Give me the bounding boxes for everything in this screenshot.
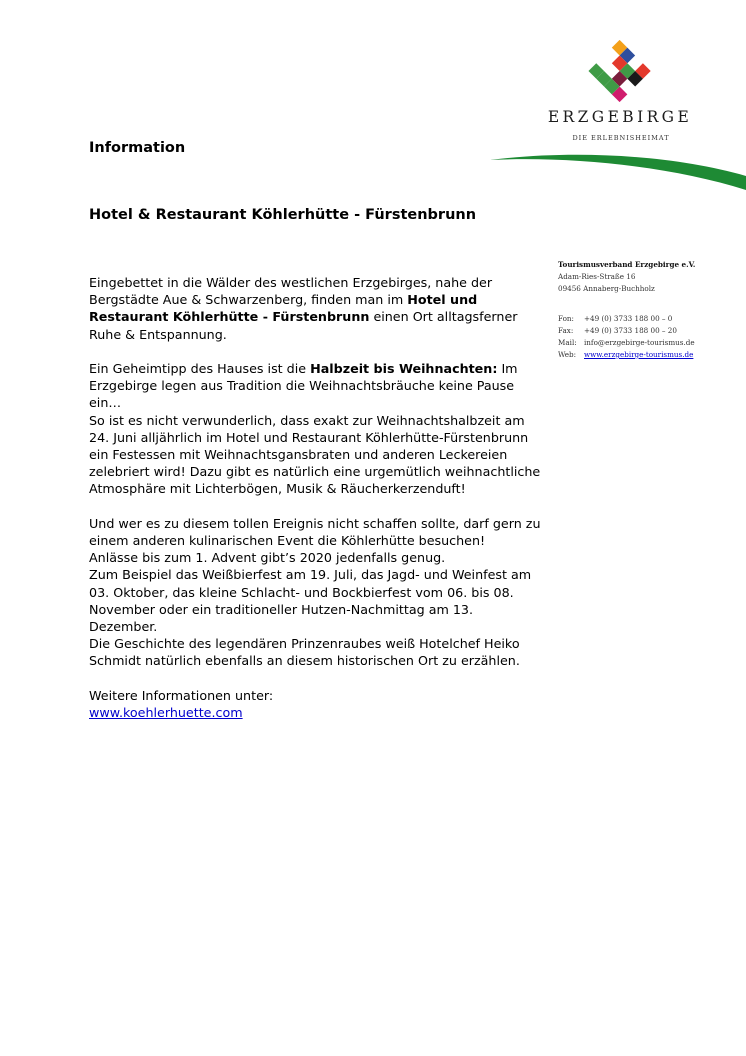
contact-mail: info@erzgebirge-tourismus.de bbox=[584, 338, 695, 347]
halbzeit-text-c: Im Erzgebirge legen aus Tradition die Weihnachtsbräuche keine Pause ein… bbox=[89, 361, 518, 411]
events-text-b: Anlässe bis zum 1. Advent gibt’s 2020 jedenfalls genug. bbox=[89, 550, 446, 566]
events-text-d: Die Geschichte des legendären Prinzenraubes weiß Hotelchef Heiko Schmidt natürlich ebenfalls an diesem historischen Ort zu erzählen. bbox=[89, 636, 520, 669]
contact-fax-label: Fax: bbox=[558, 326, 574, 335]
body-text bbox=[89, 274, 545, 721]
paragraph-halbzeit bbox=[89, 360, 545, 498]
contact-web-label: Web: bbox=[558, 350, 577, 359]
contact-mail-label: Mail: bbox=[558, 338, 577, 347]
logo-tagline: DIE ERLEBNISHEIMAT bbox=[572, 134, 670, 142]
halbzeit-highlight: Halbzeit bis Weihnachten: bbox=[310, 361, 498, 376]
contact-org: Tourismusverband Erzgebirge e.V. bbox=[558, 260, 696, 269]
contact-street: Adam-Ries-Straße 16 bbox=[558, 272, 636, 281]
paragraph-events bbox=[89, 515, 545, 670]
intro-hotel-name: Hotel und Restaurant Köhlerhütte - Fürstenbrunn bbox=[89, 292, 478, 325]
logo-wordmark: ERZGEBIRGE bbox=[547, 108, 693, 126]
document-title: Hotel & Restaurant Köhlerhütte - Fürstenbrunn bbox=[89, 207, 477, 223]
contact-web-row bbox=[558, 349, 743, 361]
more-info bbox=[89, 687, 545, 721]
paragraph-intro bbox=[89, 274, 545, 343]
halbzeit-text-a: Ein Geheimtipp des Hauses ist die bbox=[89, 361, 311, 376]
more-info-label: Weitere Informationen unter: bbox=[89, 687, 274, 703]
logo-cross-icon bbox=[588, 40, 654, 102]
info-heading: Information bbox=[89, 140, 186, 156]
halbzeit-text-d: So ist es nicht verwunderlich, dass exakt zur Weihnachtshalbzeit am 24. Juni alljährlich im Hotel und Restaurant Köhlerhütte-Fürstenbrunn ein Festessen mit Weihnachtsgansbraten und anderen Leckereien zelebriert wird! Dazu gibt es natürlich eine urgemütlich weihnachtliche Atmosphäre mit Lichterbögen, Musik & Räucherkerzenduft! bbox=[89, 412, 541, 497]
contact-city: 09456 Annaberg-Buchholz bbox=[558, 284, 655, 293]
contact-fon: +49 (0) 3733 188 00 – 0 bbox=[584, 314, 673, 323]
contact-fax: +49 (0) 3733 188 00 – 20 bbox=[584, 326, 677, 335]
contact-web-link[interactable]: www.erzgebirge-tourismus.de bbox=[584, 350, 694, 359]
more-info-link[interactable]: www.koehlerhuette.com bbox=[89, 705, 243, 721]
contact-fax-row bbox=[558, 325, 743, 337]
intro-text-a: Eingebettet in die Wälder des westlichen Erzgebirges, nahe der Bergstädte Aue & Schwarzenberg, finden man im bbox=[89, 275, 493, 308]
intro-text-c: einen Ort alltagsferner Ruhe & Entspannung. bbox=[89, 309, 518, 342]
contact-fon-label: Fon: bbox=[558, 314, 574, 323]
contact-mail-row bbox=[558, 337, 743, 349]
contact-fon-row bbox=[558, 313, 743, 325]
events-text-a: Und wer es zu diesem tollen Ereignis nicht schaffen sollte, darf gern zu einem anderen kulinarischen Event die Köhlerhütte besuchen! bbox=[89, 515, 541, 549]
green-swoosh-decoration bbox=[490, 148, 746, 190]
contact-block bbox=[558, 259, 743, 361]
events-text-c: Zum Beispiel das Weißbierfest am 19. Juli, das Jagd- und Weinfest am 03. Oktober, das kleine Schlacht- und Bockbierfest vom 06. bis 08. November oder ein traditioneller Hutzen-Nachmittag am 13. Dezember. bbox=[89, 567, 532, 635]
